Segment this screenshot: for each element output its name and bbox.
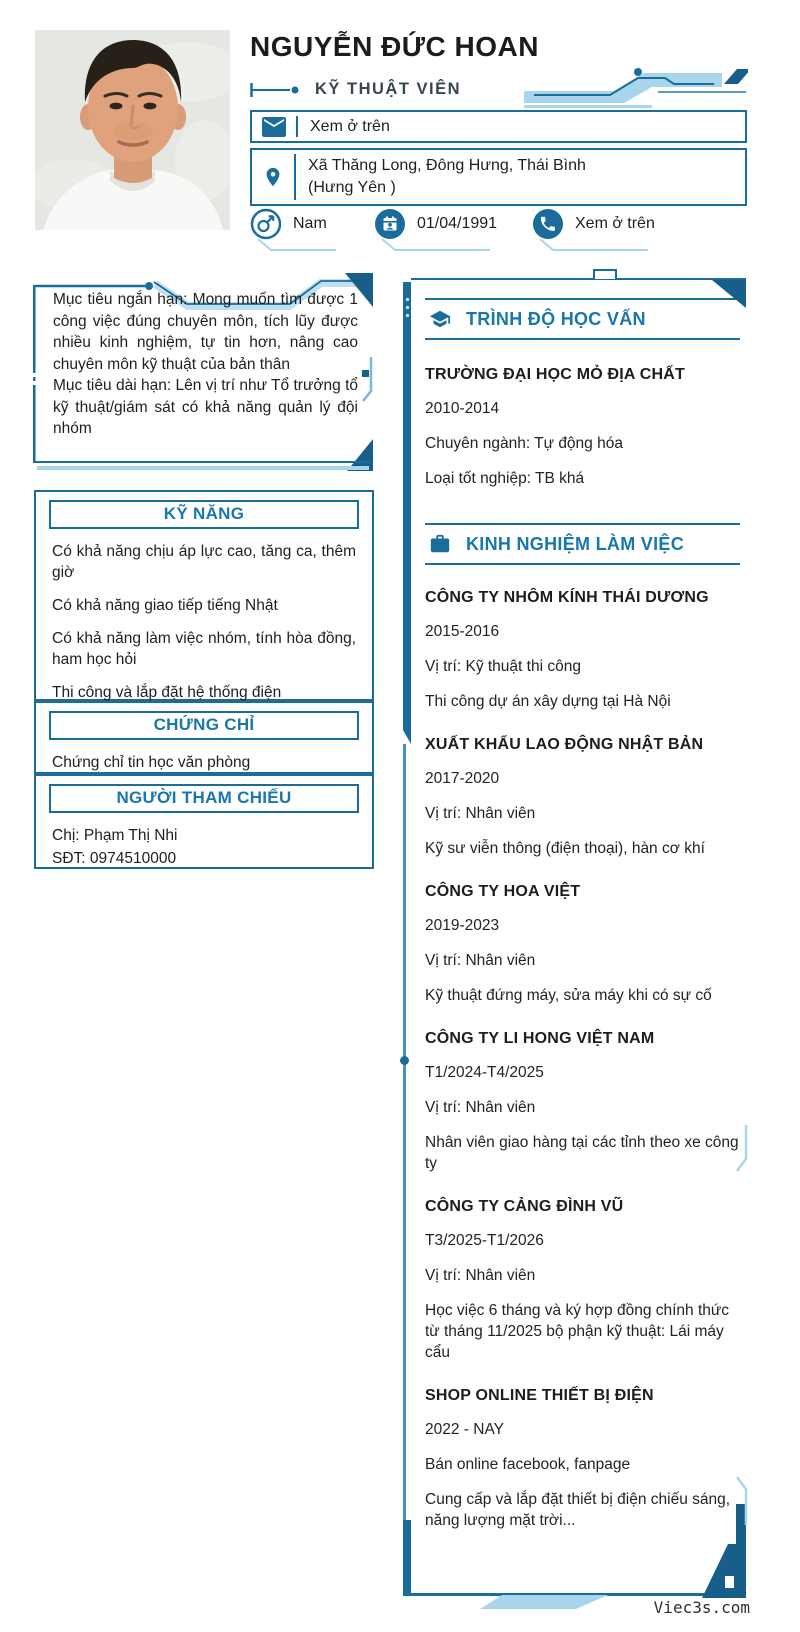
company-name: CÔNG TY HOA VIỆT: [425, 883, 581, 900]
right-bracket-decoration: [736, 1477, 748, 1529]
map-pin-icon: [262, 165, 284, 189]
dob-item: [374, 207, 532, 241]
underline-decoration: [540, 239, 650, 253]
objective-paragraph: Mục tiêu dài hạn: Lên vị trí như Tổ trưởng tổ kỹ thuật/giám sát có khả năng quản lý đội nhóm: [53, 377, 358, 437]
work-period: 2017-2020: [425, 770, 500, 787]
company-name: CÔNG TY NHÔM KÍNH THÁI DƯƠNG: [425, 589, 709, 606]
panel-top-border: [411, 278, 746, 280]
email-icon: [262, 117, 286, 137]
objective-paragraph: Mục tiêu ngắn hạn: Mong muốn tìm được 1 công việc đúng chuyên môn, tích lũy được nhiều kinh nghiệm, tự tin hơn, nâng cao chuyên môn kỹ thuật của bản thân: [53, 291, 358, 373]
underline-decoration: [382, 239, 492, 253]
education-period: 2010-2014: [425, 400, 500, 417]
school-name: TRƯỜNG ĐẠI HỌC MỎ ĐỊA CHẤT: [425, 366, 685, 383]
work-detail: Kỹ thuật đứng máy, sửa máy khi có sự cố: [425, 987, 712, 1004]
briefcase-icon: [427, 533, 453, 555]
certificates-section: [34, 701, 374, 774]
meta-row: [250, 207, 750, 241]
work-detail: Vị trí: Nhân viên: [425, 952, 536, 969]
skills-list: [36, 541, 372, 703]
panel-left-line: [403, 744, 406, 1595]
company-name: CÔNG TY CẢNG ĐÌNH VŨ: [425, 1198, 624, 1215]
panel-notch-decoration: [593, 269, 617, 279]
skill-item: Có khả năng chịu áp lực cao, tăng ca, thêm giờ: [52, 543, 356, 581]
work-detail: Học việc 6 tháng và ký hợp đồng chính thức từ tháng 11/2025 bộ phận kỹ thuật: Lái máy cẩu: [425, 1302, 730, 1361]
certificate-item: Chứng chỉ tin học văn phòng: [52, 754, 251, 771]
work-detail: Cung cấp và lắp đặt thiết bị điện chiếu sáng, năng lượng mặt trời...: [425, 1491, 731, 1529]
calendar-icon: [374, 208, 406, 240]
experience-entry: [425, 1030, 740, 1174]
gender-value: Nam: [293, 215, 327, 232]
address-line2: (Hưng Yên ): [308, 179, 396, 196]
work-period: T1/2024-T4/2025: [425, 1064, 544, 1081]
circuit-ribbon-decoration: [518, 60, 748, 110]
work-detail: Vị trí: Kỹ thuật thi công: [425, 658, 581, 675]
references-title: NGƯỜI THAM CHIẾU: [49, 784, 359, 813]
experience-entry: [425, 1198, 740, 1363]
experience-heading: KINH NGHIỆM LÀM VIỆC: [466, 533, 685, 554]
skills-section: [34, 490, 374, 701]
skill-item: Có khả năng làm việc nhóm, tính hòa đồng, ham học hỏi: [52, 630, 356, 668]
divider: [294, 154, 296, 200]
experience-header: [425, 523, 740, 565]
work-detail: Vị trí: Nhân viên: [425, 1099, 536, 1116]
timeline-dot: [400, 1056, 409, 1065]
title-tick-decoration: [250, 82, 302, 98]
divider: [296, 116, 298, 137]
profile-photo: [35, 30, 230, 230]
company-name: XUẤT KHẨU LAO ĐỘNG NHẬT BẢN: [425, 736, 704, 753]
reference-line: Chị: Phạm Thị Nhi: [52, 827, 178, 844]
panel-left-bar-bottom: [403, 1520, 411, 1596]
references-section: [34, 774, 374, 869]
right-panel-content: [425, 272, 740, 1531]
address-line1: Xã Thăng Long, Đông Hưng, Thái Bình: [308, 157, 586, 174]
phone-icon: [532, 208, 564, 240]
education-detail: Chuyên ngành: Tự động hóa: [425, 435, 623, 452]
company-name: SHOP ONLINE THIẾT BỊ ĐIỆN: [425, 1387, 654, 1404]
education-detail: Loại tốt nghiệp: TB khá: [425, 470, 585, 487]
work-period: 2022 - NAY: [425, 1421, 504, 1438]
reference-line: SĐT: 0974510000: [52, 850, 177, 867]
work-detail: Kỹ sư viễn thông (điện thoại), hàn cơ khí: [425, 840, 705, 857]
objective-text: [53, 289, 358, 440]
email-value: Xem ở trên: [310, 117, 390, 135]
address-row: [250, 148, 747, 206]
underline-decoration: [258, 239, 338, 253]
job-title-row: [250, 80, 461, 99]
gender-icon: [250, 208, 282, 240]
work-period: 2019-2023: [425, 917, 500, 934]
work-detail: Vị trí: Nhân viên: [425, 1267, 536, 1284]
work-period: T3/2025-T1/2026: [425, 1232, 544, 1249]
work-detail: Thi công dự án xây dựng tại Hà Nội: [425, 693, 671, 710]
education-header: [425, 298, 740, 340]
experience-entry: [425, 1387, 740, 1531]
experience-entry: [425, 883, 740, 1006]
certificates-title: CHỨNG CHỈ: [49, 711, 359, 740]
phone-item: [532, 207, 702, 241]
skill-item: Thi công và lắp đặt hệ thống điện: [52, 684, 282, 701]
work-detail: Vị trí: Nhân viên: [425, 805, 536, 822]
experience-entry: [425, 589, 740, 712]
site-watermark: Viec3s.com: [653, 1598, 750, 1617]
skills-title: KỸ NĂNG: [49, 500, 359, 529]
footer-trapezoid-decoration: [480, 1595, 610, 1610]
references-list: [36, 825, 372, 869]
right-bracket-decoration: [736, 1125, 748, 1177]
panel-left-bar: [403, 282, 411, 744]
certificates-list: [36, 752, 372, 773]
gender-item: [250, 207, 374, 241]
phone-value: Xem ở trên: [575, 215, 655, 232]
work-detail: Nhân viên giao hàng tại các tỉnh theo xe công ty: [425, 1134, 739, 1172]
address-value: [308, 155, 586, 199]
right-panel: [403, 272, 748, 1600]
graduation-cap-icon: [427, 308, 453, 330]
email-row: [250, 110, 747, 143]
education-heading: TRÌNH ĐỘ HỌC VẤN: [466, 308, 646, 329]
job-title: KỸ THUẬT VIÊN: [315, 80, 462, 98]
company-name: CÔNG TY LI HONG VIỆT NAM: [425, 1030, 655, 1047]
objective-section: [33, 273, 373, 473]
education-entry: [425, 366, 740, 489]
experience-entry: [425, 736, 740, 859]
dob-value: 01/04/1991: [417, 215, 498, 232]
work-period: 2015-2016: [425, 623, 500, 640]
candidate-name: NGUYỄN ĐỨC HOAN: [250, 31, 539, 62]
work-detail: Bán online facebook, fanpage: [425, 1456, 631, 1473]
skill-item: Có khả năng giao tiếp tiếng Nhật: [52, 597, 278, 614]
